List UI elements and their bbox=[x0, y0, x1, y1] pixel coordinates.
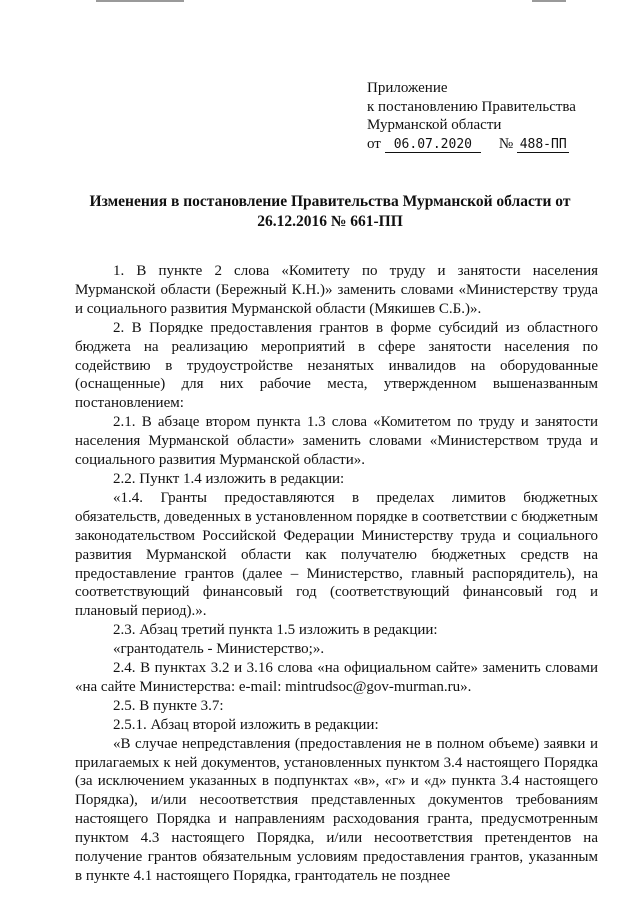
number-sign: № bbox=[498, 135, 514, 152]
document-title: Изменения в постановление Правительства Мурманской области от 26.12.2016 № 661-ПП bbox=[89, 193, 571, 230]
body-paragraph: 2.5.1. Абзац второй изложить в редакции: bbox=[113, 716, 379, 733]
body-paragraph: 1. В пункте 2 слова «Комитету по труду и занятости населения Мурманской области (Бережный К.Н.)» заменить словами «Министерству труда и социального развития Мурманской области (Мякишев С.Б.)». bbox=[75, 263, 598, 317]
body-paragraph: 2. В Порядке предоставления грантов в форме субсидий из областного бюджета на реализацию мероприятий в сфере занятости населения по содействию в трудоустройстве незанятых инвалидов на оборудованные (оснащенные) для них рабочие места, утвержденном вышеназванным постановлением: bbox=[75, 319, 598, 412]
body-paragraph: 2.4. В пунктах 3.2 и 3.16 слова «на официальном сайте» заменить словами «на сайте Министерства: e-mail: mintrudsoc@gov-murman.ru». bbox=[75, 660, 598, 695]
appendix-line: к постановлению Правительства bbox=[367, 98, 576, 115]
body-paragraph: «1.4. Гранты предоставляются в пределах лимитов бюджетных обязательств, доведенных в установленном порядке в соответствии с бюджетным законодательством Российской Федерации Министерству труда и социального развития Мурманской области как получателю бюджетных средств на предоставление грантов (далее – Министерство, главный распорядитель), на соответствующий финансовый год (соответствующий финансовый год и плановый период).». bbox=[75, 489, 598, 620]
body-paragraph: 2.2. Пункт 1.4 изложить в редакции: bbox=[113, 470, 345, 487]
scan-edge-mark bbox=[532, 0, 566, 2]
scan-edge-mark bbox=[96, 0, 184, 2]
document-body bbox=[75, 262, 598, 886]
appendix-line: Мурманской области bbox=[367, 117, 502, 133]
body-paragraph: 2.5. В пункте 3.7: bbox=[113, 697, 224, 714]
resolution-number: 488-ПП bbox=[517, 137, 569, 153]
body-paragraph: 2.1. В абзаце втором пункта 1.3 слова «Комитетом по труду и занятости населения Мурманской области» заменить словами «Министерством труда и социального развития Мурманской области». bbox=[75, 414, 598, 469]
body-paragraph: «грантодатель - Министерство;». bbox=[113, 641, 325, 658]
date-prefix: от bbox=[367, 135, 381, 152]
appendix-date-line bbox=[367, 135, 576, 154]
appendix-block bbox=[367, 79, 576, 153]
body-paragraph: 2.3. Абзац третий пункта 1.5 изложить в редакции: bbox=[113, 622, 438, 639]
appendix-line: Приложение bbox=[367, 80, 448, 96]
body-paragraph: «В случае непредставления (предоставления не в полном объеме) заявки и прилагаемых к ней документов, установленных пунктом 3.4 настоящего Порядка (за исключением указанных в подпунктах «в», «г» и «д» пункта 3.4 настоящего Порядка), и/или несоответствия представленных документов требованиям настоящего Порядка и направлениям расходования гранта, предусмотренным пунктом 4.3 настоящего Порядка, и/или несоответствия претендентов на получение грантов обязательным условиям предоставления грантов, указанным в пункте 4.1 настоящего Порядка, грантодатель не позднее bbox=[75, 735, 598, 884]
resolution-date: 06.07.2020 bbox=[385, 137, 481, 153]
